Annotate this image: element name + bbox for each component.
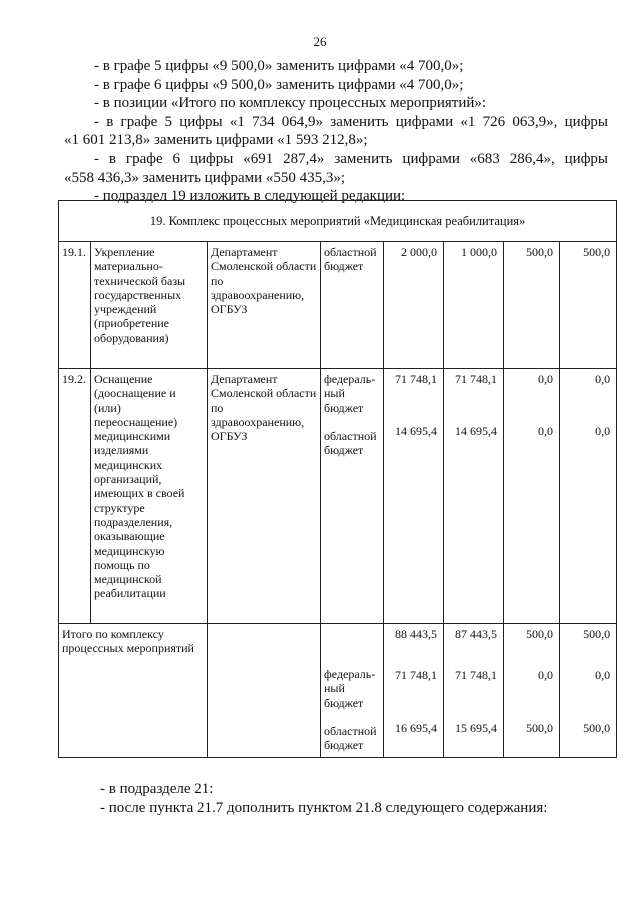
row-value: 0,0 bbox=[595, 424, 611, 439]
row-name: Укрепление материально-технической базы государственных учреждений (приобретение оборудования) bbox=[91, 242, 208, 369]
page-number: 26 bbox=[313, 34, 327, 49]
row-value: 71 748,1 bbox=[395, 372, 437, 386]
table-section-title: 19. Комплекс процессных мероприятий «Медицинская реабилитация» bbox=[59, 201, 617, 242]
intro-line: - в графе 6 цифры «9 500,0» заменить цифрами «4 700,0»; bbox=[94, 76, 464, 93]
intro-line: - в графе 5 цифры «9 500,0» заменить цифрами «4 700,0»; bbox=[94, 58, 464, 74]
row-value: 71 748,1 bbox=[455, 372, 497, 386]
total-executor bbox=[208, 624, 321, 758]
outro-line: - после пункта 21.7 дополнить пунктом 21.8 следующего содержания: bbox=[100, 800, 548, 816]
table-header-row bbox=[59, 201, 617, 242]
row-number: 19.2. bbox=[59, 369, 91, 624]
row-name: Оснащение (дооснащение и (или) переоснащение) медицинскими изделиями медицинских организаций, имеющих в своей структуре подразделения, оказывающие медицинскую помощь по медицинской реабилитации bbox=[91, 369, 208, 624]
outro-text bbox=[100, 780, 620, 818]
row-value: 500,0 bbox=[504, 242, 560, 369]
total-label: Итого по комплексу процессных мероприятий bbox=[59, 624, 208, 758]
row-value: 0,0 bbox=[595, 372, 611, 386]
intro-line: «558 436,3» заменить цифрами «550 435,3»; bbox=[64, 169, 346, 186]
intro-line: - в позиции «Итого по комплексу процессных мероприятий»: bbox=[94, 95, 487, 112]
intro-line: «1 601 213,8» заменить цифрами «1 593 212,8»; bbox=[64, 132, 368, 149]
row-source: областной бюджет bbox=[324, 428, 377, 458]
row-value: 2 000,0 bbox=[384, 242, 444, 369]
total-source: федераль-ный бюджет bbox=[324, 667, 376, 710]
row-value: 0,0 bbox=[538, 372, 553, 386]
row-sources bbox=[321, 369, 384, 624]
intro-text bbox=[64, 57, 608, 206]
total-value: 71 748,1 bbox=[395, 668, 437, 683]
total-value: 87 443,5 bbox=[455, 627, 497, 641]
row-source: областной бюджет bbox=[321, 242, 384, 369]
row-value: 0,0 bbox=[538, 424, 553, 439]
outro-line: - в подразделе 21: bbox=[100, 781, 214, 797]
total-value: 71 748,1 bbox=[455, 668, 497, 683]
row-value: 1 000,0 bbox=[444, 242, 504, 369]
intro-line: - в графе 5 цифры «1 734 064,9» заменить цифрами «1 726 063,9», цифры bbox=[94, 113, 608, 130]
total-source: областной бюджет bbox=[324, 723, 377, 753]
row-executor: Департамент Смоленской области по здравоохранению, ОГБУЗ bbox=[208, 242, 321, 369]
table-total-row bbox=[59, 624, 617, 758]
table-row bbox=[59, 242, 617, 369]
row-executor: Департамент Смоленской области по здравоохранению, ОГБУЗ bbox=[208, 369, 321, 624]
row-value: 14 695,4 bbox=[455, 424, 497, 439]
row-source: федераль-ный бюджет bbox=[324, 372, 376, 415]
row-number: 19.1. bbox=[59, 242, 91, 369]
total-value: 0,0 bbox=[538, 668, 553, 683]
total-sources bbox=[321, 624, 384, 758]
total-value: 500,0 bbox=[583, 720, 611, 735]
total-value: 500,0 bbox=[583, 627, 611, 641]
total-value: 15 695,4 bbox=[455, 720, 497, 735]
row-value: 500,0 bbox=[560, 242, 617, 369]
measures-table bbox=[58, 200, 617, 758]
intro-line: - в графе 6 цифры «691 287,4» заменить цифрами «683 286,4», цифры bbox=[94, 150, 608, 167]
total-value: 500,0 bbox=[526, 720, 553, 735]
total-value: 88 443,5 bbox=[395, 627, 437, 641]
total-value: 16 695,4 bbox=[395, 720, 437, 735]
total-value: 0,0 bbox=[595, 668, 611, 683]
intro-line: - подраздел 19 изложить в следующей редакции: bbox=[94, 188, 406, 205]
row-value: 14 695,4 bbox=[395, 424, 437, 439]
table-row bbox=[59, 369, 617, 624]
total-value: 500,0 bbox=[526, 627, 553, 641]
